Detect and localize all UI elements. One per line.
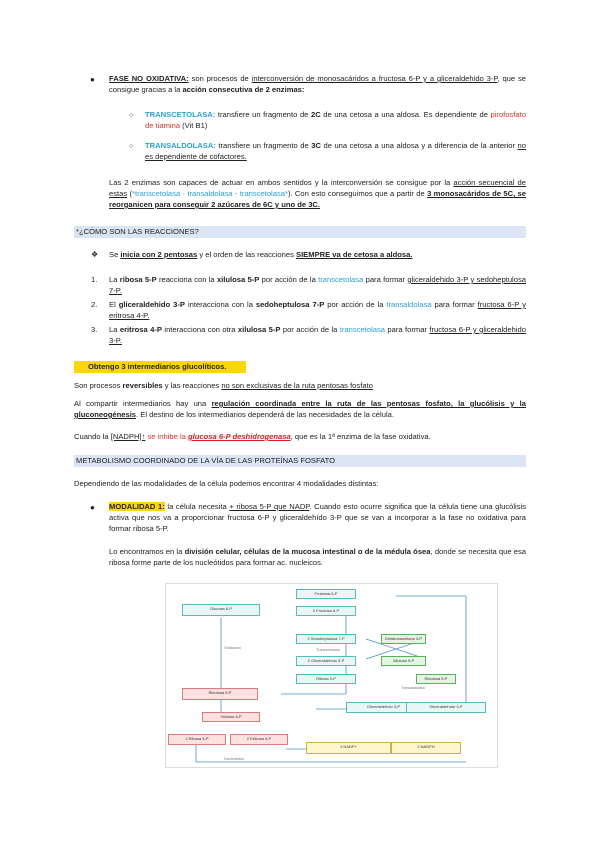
text-underlined: [NADPH]↑ bbox=[110, 432, 146, 441]
list-number: 3. bbox=[91, 325, 98, 334]
text: La bbox=[109, 275, 120, 284]
circle-bullet: ○ bbox=[129, 112, 134, 119]
text: interacciona con otra bbox=[161, 325, 238, 334]
text-red: pirofosfato de tiamina bbox=[145, 110, 526, 130]
enzyme-name: transaldolasa bbox=[386, 300, 432, 309]
text: por acción de la bbox=[259, 275, 319, 284]
text: son procesos de bbox=[188, 74, 252, 83]
text-bold-underlined: inicia con 2 pentosas bbox=[120, 250, 198, 259]
text: transfiere un fragmento de bbox=[215, 141, 312, 150]
paragraph-transcetolasa bbox=[145, 109, 526, 131]
text: de una cetosa a una aldosa. Es dependiente de bbox=[320, 110, 491, 119]
text: y el orden de las reacciones bbox=[197, 250, 296, 259]
text-underlined: fructosa 6-P y eritrosa 4-P. bbox=[109, 300, 526, 320]
label-oxidacion: Oxidación bbox=[224, 646, 241, 650]
box-fructosa-6p-top: Fructosa 6-P bbox=[296, 589, 356, 599]
bullet-dot: ● bbox=[90, 503, 95, 512]
text: la célula necesita bbox=[164, 502, 230, 511]
text: El bbox=[109, 300, 119, 309]
text-bold-underlined: regulación coordinada entre la ruta de las pentosas fosfato, la glucólisis y la gluconeogénesis bbox=[74, 399, 526, 419]
text: ( bbox=[127, 189, 133, 198]
enzyme-name: transcetolasa bbox=[339, 325, 385, 334]
text: de una cetosa a una aldosa y a diferencia de la anterior bbox=[320, 141, 518, 150]
text-bold: 2C bbox=[310, 110, 321, 119]
text-bold: 3C bbox=[311, 141, 321, 150]
text: . El destino de los intermediarios dependerá de las necesidades de la célula. bbox=[136, 410, 394, 419]
text: Cuando la bbox=[74, 432, 111, 441]
list-number: 2. bbox=[91, 300, 98, 309]
box-right-2: Xilulosa 5-P bbox=[381, 656, 426, 666]
circle-bullet: ○ bbox=[129, 143, 134, 150]
reaction-1 bbox=[109, 274, 526, 296]
text: ). Con esto conseguimos que a partir de bbox=[287, 189, 428, 198]
text: reacciona con la bbox=[156, 275, 217, 284]
text: Al compartir intermediarios hay una bbox=[74, 399, 212, 408]
text-blue: *transcetolasa - transaldolasa - transcetolasa* bbox=[132, 189, 288, 198]
text: La bbox=[109, 325, 120, 334]
box-ribosa-x2: Ribosa 5-P bbox=[296, 674, 356, 684]
term-transaldolasa: TRANSALDOLASA: bbox=[145, 141, 216, 150]
text-underlined: interconversión de monosacáridos a fructosa 6-P y a gliceraldehido 3-P bbox=[251, 74, 498, 83]
label-transcetolasa: Transcetolasa bbox=[316, 648, 340, 652]
pathway-diagram bbox=[165, 583, 498, 768]
text: Las 2 enzimas son capaces de actuar en ambos sentidos y la interconversión se consigue por la bbox=[109, 178, 454, 187]
label-transaldolasa: Transaldolasa bbox=[401, 686, 425, 690]
section-header-metabolismo: METABOLISMO COORDINADO DE LA VÍA DE LAS PROTEÍNAS FOSFATO bbox=[74, 455, 526, 467]
text-bold-underlined: SIEMPRE va de cetosa a aldosa. bbox=[296, 250, 413, 259]
text-underlined: + ribosa 5-P que NADP bbox=[229, 502, 310, 511]
box-glucosa-6p: Glucosa 6-P bbox=[182, 604, 260, 616]
text-bold: reversibles bbox=[122, 381, 163, 390]
paragraph-enzimas bbox=[109, 177, 526, 210]
box-right-3: Ribulosa 5-P bbox=[416, 674, 456, 684]
box-gliceraldehido-3p: Gliceraldehído 3-P bbox=[346, 702, 421, 713]
term-transcetolasa: TRANSCETOLASA: bbox=[145, 110, 216, 119]
list-number: 1. bbox=[91, 275, 98, 284]
text: por acción de la bbox=[280, 325, 340, 334]
text-bold-underlined: 3 monosacáridos de 5C, se reorganicen para conseguir 2 azúcares de 6C y uno de 3C. bbox=[109, 189, 526, 209]
diamond-bullet: ❖ bbox=[91, 250, 99, 259]
text-bold: gliceraldehido 3-P bbox=[118, 300, 185, 309]
text-underlined: gliceraldehido 3-P y sedoheptulosa 7-P. bbox=[109, 275, 526, 295]
text-bold: eritrosa 4-P bbox=[119, 325, 162, 334]
text-bold: ribosa 5-P bbox=[119, 275, 157, 284]
text: para formar bbox=[384, 325, 430, 334]
text: . Cuando esto ocurre significa que la célula tiene una glucólisis activa que nos va a proporcionar fructosa 6-P y gliceraldehído 3-P que se van a incorporar a la fase no oxidativa para formar ribosa 5-P. bbox=[109, 502, 526, 533]
text-underlined: acción secuencial de estas bbox=[109, 178, 527, 198]
paragraph-modalidad-1 bbox=[109, 501, 526, 534]
text: transfiere un fragmento de bbox=[215, 110, 311, 119]
text-bold: xilulosa 5-P bbox=[237, 325, 281, 334]
box-nadph: 2 NADPH bbox=[391, 742, 461, 754]
box-sedoheptulosa: 2 Sedoheptulosa 7-P bbox=[296, 634, 356, 644]
term-fase-no-oxidativa: FASE NO OXIDATIVA: bbox=[109, 74, 189, 83]
reaction-2 bbox=[109, 299, 526, 321]
text-bold: acción consecutiva de 2 enzimas: bbox=[182, 85, 305, 94]
box-gliceraldehido: 2 Gliceraldehído 3-P bbox=[296, 656, 356, 666]
box-ribosa-5p: 2 Ribosa 5-P bbox=[168, 734, 226, 745]
text-bold: xilulosa 5-P bbox=[216, 275, 260, 284]
enzyme-name: transcetolasa bbox=[318, 275, 364, 284]
box-xilulosa-5p: Xilulosa 5-P bbox=[202, 712, 260, 722]
text-bold: Obtengo 3 intermediarios glucolíticos. bbox=[88, 362, 227, 371]
label-nucleotidos: Nucleótidos bbox=[224, 757, 244, 761]
reaction-3 bbox=[109, 324, 526, 346]
text-red: se inhibe la bbox=[147, 432, 186, 441]
paragraph-transaldolasa bbox=[145, 140, 526, 162]
paragraph-nadph bbox=[74, 431, 526, 442]
text: (Vit B1) bbox=[180, 121, 208, 130]
text-bold: división celular, células de la mucosa intestinal o de la médula ósea bbox=[184, 547, 431, 556]
text: para formar bbox=[363, 275, 408, 284]
text-underlined: no es dependiente de cofactores. bbox=[145, 141, 526, 161]
text: para formar bbox=[431, 300, 478, 309]
text: Se bbox=[109, 250, 121, 259]
paragraph-reversibles bbox=[74, 380, 526, 391]
bullet-dot: ● bbox=[90, 75, 95, 84]
box-f6p-2: 2 Fructosa 6-P bbox=[296, 606, 356, 616]
box-ribulosa-5p: Ribulosa 5-P bbox=[182, 688, 258, 700]
modalidad-label: MODALIDAD 1: bbox=[109, 502, 165, 511]
paragraph-inicio bbox=[109, 249, 526, 260]
box-glucolisis: Gliceraldehído 3-P bbox=[406, 702, 486, 713]
text: interacciona con la bbox=[184, 300, 256, 309]
paragraph-modalidades: Dependiendo de las modalidades de la célula podemos encontrar 4 modalidades distintas: bbox=[74, 479, 379, 488]
text-underlined: no son exclusivas de la ruta pentosas fosfato bbox=[221, 381, 373, 390]
text: , donde se necesita que esa ribosa forme parte de los nucleótidos para formar ac. nucleicos. bbox=[109, 547, 527, 567]
text-bold: sedoheptulosa 7-P bbox=[255, 300, 325, 309]
box-fructosa-6p-pink: 2 Eritrosa 4-P bbox=[230, 734, 288, 745]
box-nadp: 2 NADP+ bbox=[306, 742, 391, 754]
text: , que es la 1ª enzima de la fase oxidativa. bbox=[290, 432, 431, 441]
text: por acción de la bbox=[324, 300, 387, 309]
text: , que se consigue gracias a la bbox=[109, 74, 526, 94]
text-underlined: fructosa 6-P y gliceraldehido 3-P. bbox=[109, 325, 526, 345]
paragraph-regulacion bbox=[74, 398, 526, 420]
paragraph-fase-no-oxidativa bbox=[109, 73, 526, 95]
text: Lo encontramos en la bbox=[109, 547, 185, 556]
text: y las reacciones bbox=[162, 381, 222, 390]
section-header-reacciones: *¿CÓMO SON LAS REACCIONES? bbox=[74, 226, 526, 238]
highlight-text bbox=[88, 361, 226, 373]
paragraph-division bbox=[109, 546, 526, 568]
enzyme-name-red: glucosa 6-P deshidrogenasa bbox=[188, 432, 291, 441]
box-right-1: Dihidroxiacetona 3-P bbox=[381, 634, 426, 644]
text: Son procesos bbox=[74, 381, 123, 390]
